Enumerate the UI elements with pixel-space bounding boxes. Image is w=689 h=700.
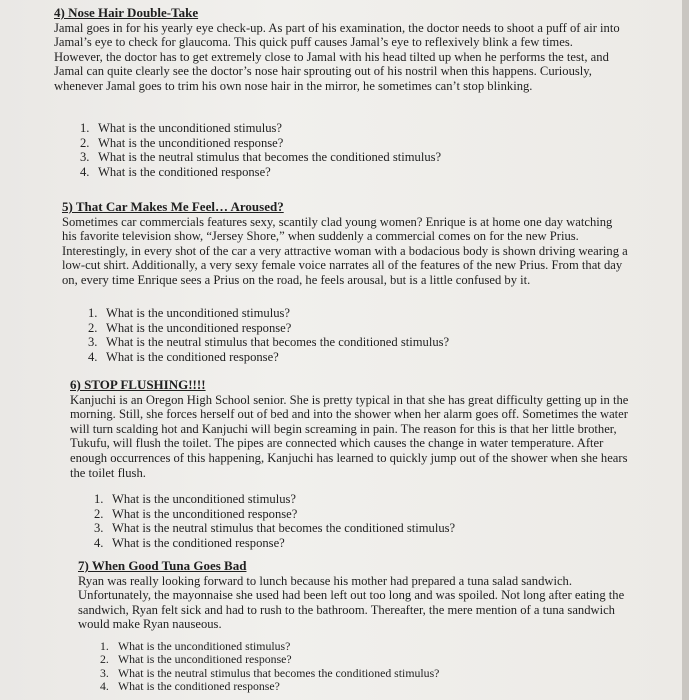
list-item: 3. What is the neutral stimulus that becomes the conditioned stimulus?	[80, 150, 442, 165]
section-heading: 7) When Good Tuna Goes Bad	[78, 558, 247, 573]
list-item: 4. What is the conditioned response?	[100, 679, 280, 694]
section-heading: 5) That Car Makes Me Feel… Aroused?	[62, 199, 284, 214]
question-text: What is the neutral stimulus that becomes the conditioned stimulus?	[106, 335, 450, 350]
list-item: 1. What is the unconditioned stimulus?	[80, 121, 282, 135]
paragraph-line: Jamal’s eye to check for glaucoma. This quick puff causes Jamal’s eye to reflexively blink a few times.	[54, 35, 573, 50]
list-item: 4. What is the conditioned response?	[88, 349, 279, 364]
question-text: What is the unconditioned response?	[112, 506, 298, 521]
list-item: 4. What is the conditioned response?	[94, 535, 285, 550]
question-text: What is the neutral stimulus that becomes the conditioned stimulus?	[118, 665, 440, 680]
section-6	[70, 378, 670, 480]
question-text: What is the conditioned response?	[112, 535, 285, 550]
paragraph-line: will turn scalding hot and Kanjuchi will begin screaming in pain. The reason for this is that her little brother,	[70, 421, 617, 436]
question-list	[94, 492, 455, 550]
list-item: 3. What is the neutral stimulus that becomes the conditioned stimulus?	[94, 521, 456, 536]
paragraph-line: on, every time Enrique sees a Prius on the road, he feels arousal, but is a little confused by it.	[62, 272, 531, 287]
question-text: What is the conditioned response?	[118, 679, 280, 694]
question-text: What is the conditioned response?	[98, 164, 271, 179]
question-text: What is the unconditioned stimulus?	[112, 492, 296, 506]
list-item: 2. What is the unconditioned response?	[80, 135, 284, 150]
paragraph-line: Interestingly, in every shot of the car a very attractive woman with a bodacious body is shown driving wearing a	[62, 243, 628, 258]
question-text: What is the unconditioned stimulus?	[106, 306, 290, 320]
section-heading: 4) Nose Hair Double-Take	[54, 5, 199, 20]
paragraph-line: Unfortunately, the mayonnaise she used had been left out too long and was spoiled. Not long after eating the	[78, 588, 625, 603]
paragraph-line: sandwich, Ryan felt sick and had to rush to the bathroom. Thereafter, the mere mention of a tuna sandwich	[78, 602, 615, 617]
list-item: 1. What is the unconditioned stimulus?	[100, 639, 291, 653]
section-paragraph	[78, 574, 666, 632]
question-text: What is the unconditioned stimulus?	[98, 121, 282, 135]
list-item: 2. What is the unconditioned response?	[100, 652, 292, 667]
section-heading: 6) STOP FLUSHING!!!!	[70, 377, 206, 392]
paragraph-line: morning. Still, she forces herself out of bed and into the shower when her alarm goes off. Sometimes the water	[70, 407, 628, 422]
question-text: What is the unconditioned stimulus?	[118, 639, 291, 653]
section-7	[78, 559, 666, 632]
list-item: 4. What is the conditioned response?	[80, 164, 271, 179]
section-4	[54, 6, 666, 94]
paragraph-line: Tukufu, will flush the toilet. The pipes are connected which causes the change in water temperature. After	[70, 436, 604, 451]
question-list	[80, 121, 441, 179]
list-item: 1. What is the unconditioned stimulus?	[94, 492, 296, 506]
paragraph-line: whenever Jamal goes to trim his own nose hair in the mirror, he sometimes can’t stop blinking.	[54, 78, 533, 93]
paragraph-line: the toilet flush.	[70, 465, 146, 480]
question-text: What is the unconditioned response?	[106, 320, 292, 335]
question-text: What is the conditioned response?	[106, 349, 279, 364]
section-paragraph	[54, 21, 666, 94]
section-paragraph	[62, 215, 667, 288]
paragraph-line: Kanjuchi is an Oregon High School senior. She is pretty typical in that she has great difficulty getting up in the	[70, 392, 629, 407]
list-item: 3. What is the neutral stimulus that becomes the conditioned stimulus?	[88, 335, 450, 350]
paragraph-line: would make Ryan nauseous.	[78, 617, 222, 632]
list-item: 2. What is the unconditioned response?	[94, 506, 298, 521]
paragraph-line: Ryan was really looking forward to lunch because his mother had prepared a tuna salad sandwich.	[78, 573, 572, 588]
list-item: 3. What is the neutral stimulus that becomes the conditioned stimulus?	[100, 665, 440, 680]
paragraph-line: Jamal goes in for his yearly eye check-up. As part of his examination, the doctor needs to shoot a puff of air into	[54, 20, 620, 35]
question-text: What is the unconditioned response?	[98, 135, 284, 150]
paragraph-line: his favorite television show, “Jersey Shore,” when suddenly a commercial comes on for the new Prius.	[62, 229, 579, 244]
question-text: What is the unconditioned response?	[118, 652, 292, 667]
question-list	[88, 306, 449, 364]
list-item: 1. What is the unconditioned stimulus?	[88, 306, 290, 320]
section-5	[62, 200, 667, 288]
question-text: What is the neutral stimulus that becomes the conditioned stimulus?	[98, 150, 442, 165]
paragraph-line: low-cut shirt. Additionally, a very sexy female voice narrates all of the features of the new Prius. From that day	[62, 258, 623, 273]
question-text: What is the neutral stimulus that becomes the conditioned stimulus?	[112, 521, 456, 536]
paragraph-line: Jamal can quite clearly see the doctor’s nose hair sprouting out of his nostril when this happens. Curiously,	[54, 64, 592, 79]
page-edge-shadow	[682, 0, 689, 700]
list-item: 2. What is the unconditioned response?	[88, 320, 292, 335]
question-list	[100, 640, 439, 694]
paragraph-line: Sometimes car commercials features sexy, scantily clad young women? Enrique is at home one day watching	[62, 214, 613, 229]
paragraph-line: enough occurrences of this happening, Kanjuchi has learned to quickly jump out of the shower when she hears	[70, 450, 628, 465]
section-paragraph	[70, 393, 670, 481]
paragraph-line: However, the doctor has to get extremely close to Jamal with his head tilted up when he performs the test, and	[54, 49, 609, 64]
